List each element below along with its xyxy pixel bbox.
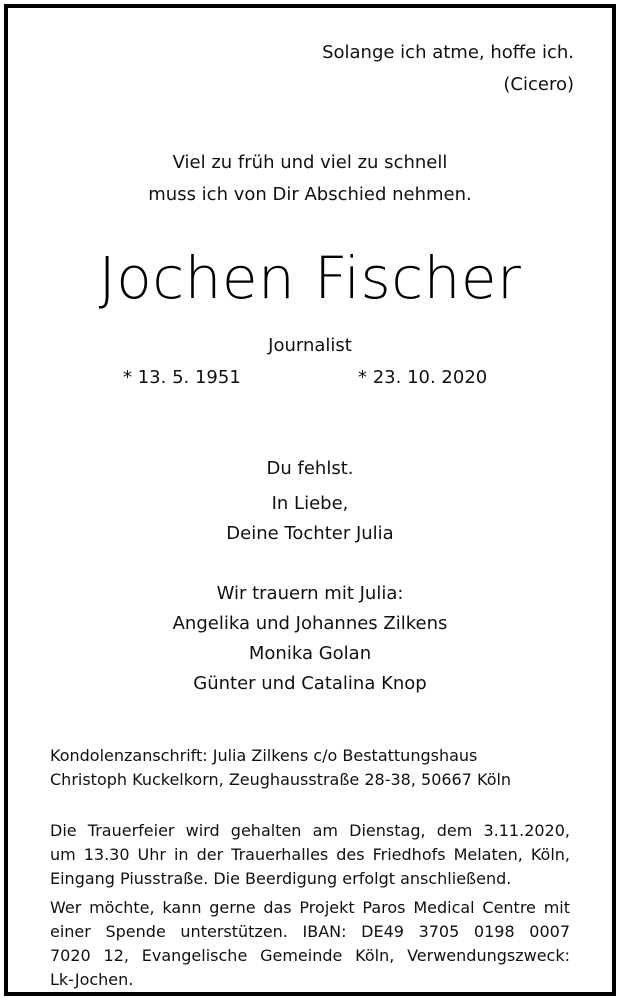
service-info-line-1: Die Trauerfeier wird gehalten am Dienstag, dem 3.11.2020, <box>50 821 570 840</box>
quote-text: Solange ich atme, hoffe ich. <box>322 42 574 63</box>
message-love-line-1: In Liebe, <box>271 493 349 514</box>
obituary-card <box>4 4 616 996</box>
mourner-name: Angelika und Johannes Zilkens <box>172 613 448 634</box>
intro-line-1: Viel zu früh und viel zu schnell <box>172 152 448 173</box>
donation-info-line-4: Lk-Jochen. <box>50 970 134 989</box>
service-info-line-2: um 13.30 Uhr in der Trauerhalles des Friedhofs Melaten, Köln, <box>50 845 570 864</box>
mourner-name: Monika Golan <box>248 643 372 664</box>
mourners-heading: Wir trauern mit Julia: <box>216 583 404 604</box>
mourner-name: Günter und Catalina Knop <box>193 673 427 694</box>
birth-date: * 13. 5. 1951 <box>123 367 241 388</box>
message-miss: Du fehlst. <box>266 458 354 479</box>
service-info-line-3: Eingang Piusstraße. Die Beerdigung erfolgt anschließend. <box>50 869 512 888</box>
donation-info-line-3: 7020 12, Evangelische Gemeinde Köln, Verwendungszweck: <box>50 946 570 965</box>
quote-author: (Cicero) <box>503 74 574 95</box>
deceased-name: Jochen Fischer <box>98 244 522 312</box>
message-love-line-2: Deine Tochter Julia <box>226 523 394 544</box>
donation-info-line-2: einer Spende unterstützen. IBAN: DE49 3705 0198 0007 <box>50 922 570 941</box>
condolence-address-line-1: Kondolenzanschrift: Julia Zilkens c/o Bestattungshaus <box>50 746 478 765</box>
intro-line-2: muss ich von Dir Abschied nehmen. <box>148 184 472 205</box>
donation-info-line-1: Wer möchte, kann gerne das Projekt Paros Medical Centre mit <box>50 898 570 917</box>
deceased-profession: Journalist <box>268 335 352 356</box>
condolence-address-line-2: Christoph Kuckelkorn, Zeughausstraße 28-38, 50667 Köln <box>50 770 512 789</box>
death-date: * 23. 10. 2020 <box>358 367 488 388</box>
